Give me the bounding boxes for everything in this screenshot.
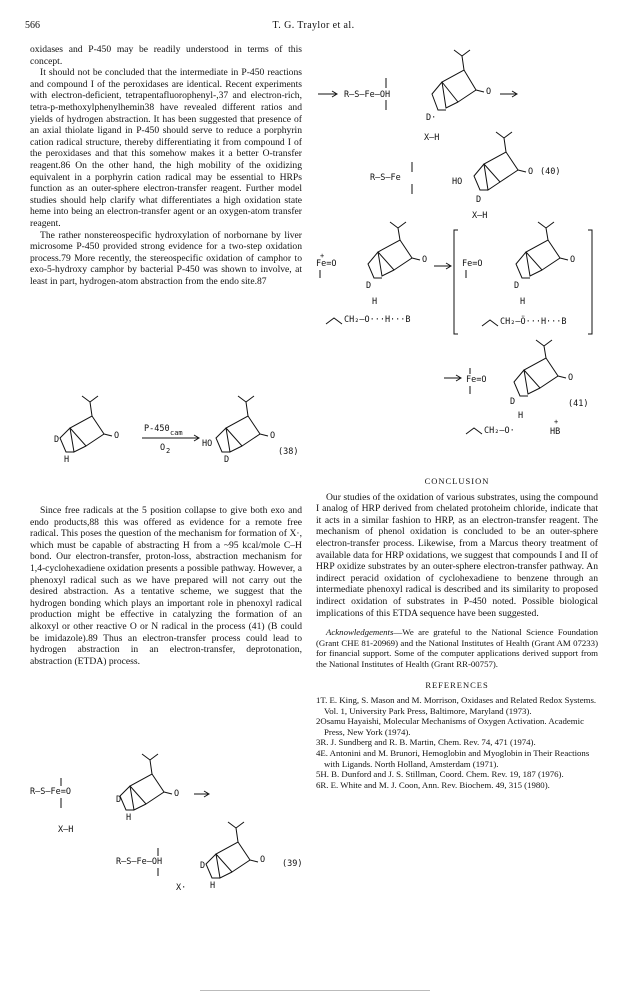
label-o: O: [114, 431, 120, 441]
label-o2: O: [270, 431, 276, 441]
left-column-top: [30, 44, 302, 287]
x-h-label: X–H: [424, 133, 440, 143]
page-number: 566: [25, 20, 40, 31]
label-d: D: [54, 435, 60, 445]
reference-list: [316, 695, 598, 790]
scheme-41: [316, 230, 598, 440]
ch2-o-bracket-label: CH₂–Ö···H···B: [500, 317, 567, 327]
fe-oxo-label-3: Fe=O: [466, 375, 487, 385]
running-head: T. G. Traylor et al.: [272, 20, 355, 31]
fe-label: R–S–Fe: [370, 173, 401, 183]
paragraph: It should not be concluded that the intermediate in P-450 reactions and compound I of the peroxidases are identical. Recent experiments with electron-deficient, tetrapentafluorophenyl-,37 and electron-rich, tetra-p-methoxylphenylhemin38 have revealed different ratios and yields of hydrogen abstraction. It has been suggested that presence of an axial thiolate ligand in P-450 should serve to reduce a porphyrin cation radical structure, thereby differentiating it from compound I of the peroxidases and that this somehow makes it a better O-transfer reagent.86 On the other hand, the high mobility of the oxidizing equivalent in a porphyrin cation radical may be essential to HRPs function as an outer-sphere electron-transfer reagent. Further model studies should help clarify what differentiates a high oxidation state heme into being an electron-transfer agent or an oxygen-atom transfer reagent.: [30, 67, 302, 229]
enzyme-sub: cam: [170, 429, 183, 437]
ch2-o-label: CH₂–O···H···B: [344, 315, 411, 325]
ch2-o-radical-label: CH₂–O·: [484, 426, 515, 436]
reference-item: 5H. B. Dunford and J. S. Stillman, Coord. Chem. Rev. 19, 187 (1976).: [316, 769, 564, 780]
label-d2: D: [514, 281, 520, 291]
hb-label: HB: [550, 427, 561, 437]
label-h: H: [372, 297, 378, 307]
label-h: H: [64, 455, 70, 465]
reference-item: 3R. J. Sundberg and R. B. Martin, Chem. Rev. 74, 471 (1974).: [316, 737, 536, 748]
footer-rule: [200, 990, 430, 991]
fe-charge: +: [320, 252, 325, 260]
acknowledgements: [316, 627, 598, 669]
reagent-label: O: [160, 443, 166, 453]
label-o: O: [486, 87, 492, 97]
right-column: [316, 470, 598, 790]
label-d3: D: [510, 397, 516, 407]
paragraph: Our studies of the oxidation of various substrates, using the compound I analog of HRP derived from chelated protoheim chloride, indicate that it acts in a similar fashion to HRP, as an electron-transfer reagent. The mechanism of phenol oxidation is concluded to be an outer-sphere electron-transfer process. Likewise, from a Marcus theory treatment of available data for HRP oxidations, we suggest that compounds I and II of HRP oxidize substrates by an outer-sphere electron-transfer pathway. An indirect peracid oxidation of cyclohexadiene to benzene through an intermediate phenoxyl radical is described and its similarity to proposed indirect oxidation of substrates in P-450 noted. Possible biological implications of this ETDA sequence have been suggested.: [316, 491, 598, 619]
label-o2: O: [528, 167, 534, 177]
fe-oh-label: R–S–Fe–OH: [116, 857, 163, 867]
label-o3: O: [568, 373, 574, 383]
x-radical-label: X·: [176, 883, 187, 893]
paragraph: Since free radicals at the 5 position collapse to give both exo and endo products,88 this was offered as evidence for a remote free radical. This poses the question of the mechanism for formation of X·, which must be capable of abstracting H from a ~95 kcal/mole C–H bond. Our electron-transfer, proton-loss, abstraction mechanism for 1,4-cyclohexadiene oxidation presents a possible pathway. However, a phenoxyl radical such as we have prepared will not carry out the desired abstraction. As a tentative scheme, we suggest that the hydrogen bonding which plays an important role in phenoxyl radical production might be effective in catalyzing the formation of an alkoxyl or other reactive O or N radical in the process (41) (B could be imidazole).89 Thus an electron-transfer process could lead to hydrogen abstraction in an electron-transfer, deprotonation, abstraction (ETDA) process.: [30, 505, 302, 667]
enzyme-label: P-450: [144, 424, 170, 434]
fe-oh-label: R–S–Fe–OH: [344, 90, 391, 100]
equation-number: (40): [540, 167, 561, 177]
label-h2: H: [210, 881, 216, 891]
label-d2: D: [224, 455, 230, 465]
equation-number: (39): [282, 859, 303, 869]
scheme-40: [316, 50, 598, 220]
label-ho: HO: [202, 439, 213, 449]
label-h3: H: [518, 411, 524, 421]
reference-item: 1T. E. King, S. Mason and M. Morrison, Oxidases and Related Redox Systems. Vol. 1, University Park Press, Baltimore, Maryland (1973).: [316, 695, 597, 716]
references-heading: REFERENCES: [425, 679, 489, 690]
reference-item: 2Osamu Hayaishi, Molecular Mechanisms of Oxygen Activation. Academic Press, New York (1974).: [316, 716, 584, 737]
reference-item: 4E. Antonini and M. Brunori, Hemoglobin and Myoglobin in Their Reactions with Ligands. North Holland, Amsterdam (1971).: [316, 748, 590, 769]
equation-number: (41): [568, 399, 589, 409]
fe-oxo-label-2: Fe=O: [462, 259, 483, 269]
label-h: H: [126, 813, 132, 823]
label-o: O: [422, 255, 428, 265]
equation-number: (38): [278, 447, 299, 457]
scheme-38: [30, 398, 302, 488]
reagent-sub: 2: [166, 447, 171, 455]
label-d: D: [366, 281, 372, 291]
x-h-label-2: X–H: [472, 211, 488, 221]
scheme-39: [30, 750, 302, 900]
fe-oxo-label: R–S–Fe=O: [30, 787, 71, 797]
label-d: D: [476, 195, 482, 205]
label-d: D: [116, 795, 122, 805]
ack-text: —We are grateful to the National Science Foundation (Grant CHE 81-20969) and the National Institutes of Health (Grant AM 07233) for financial support. Some of the computer applications derived support from the National Institutes of Health (Grant RR-00757).: [316, 627, 598, 669]
left-column-bottom: [30, 505, 302, 667]
label-ho: HO: [452, 177, 463, 187]
label-h2: H: [520, 297, 526, 307]
fe-oxo-label: Fe=O: [316, 259, 337, 269]
x-h-label: X–H: [58, 825, 74, 835]
reference-item: 6R. E. White and M. J. Coon, Ann. Rev. Biochem. 49, 315 (1980).: [316, 779, 550, 790]
paragraph: oxidases and P-450 may be readily understood in terms of this concept.: [30, 44, 302, 67]
paragraph: The rather nonstereospecific hydroxylation of norbornane by liver microsome P-450 provided strong evidence for a two-step oxidation process.79 More recently, the stereospecific oxidation of camphor to exo-5-hydroxy camphor by bacterial P-450 was shown to involve, at least in part, hydrogen-atom abstraction from the endo site.87: [30, 229, 302, 287]
label-o2: O: [570, 255, 576, 265]
conclusion-heading: CONCLUSION: [424, 476, 490, 486]
label-d-radical: D·: [426, 113, 437, 123]
ack-label: Acknowledgements: [326, 627, 394, 638]
label-d2: D: [200, 861, 206, 871]
label-o2: O: [260, 855, 266, 865]
label-o: O: [174, 789, 180, 799]
hb-charge: +: [554, 418, 559, 426]
